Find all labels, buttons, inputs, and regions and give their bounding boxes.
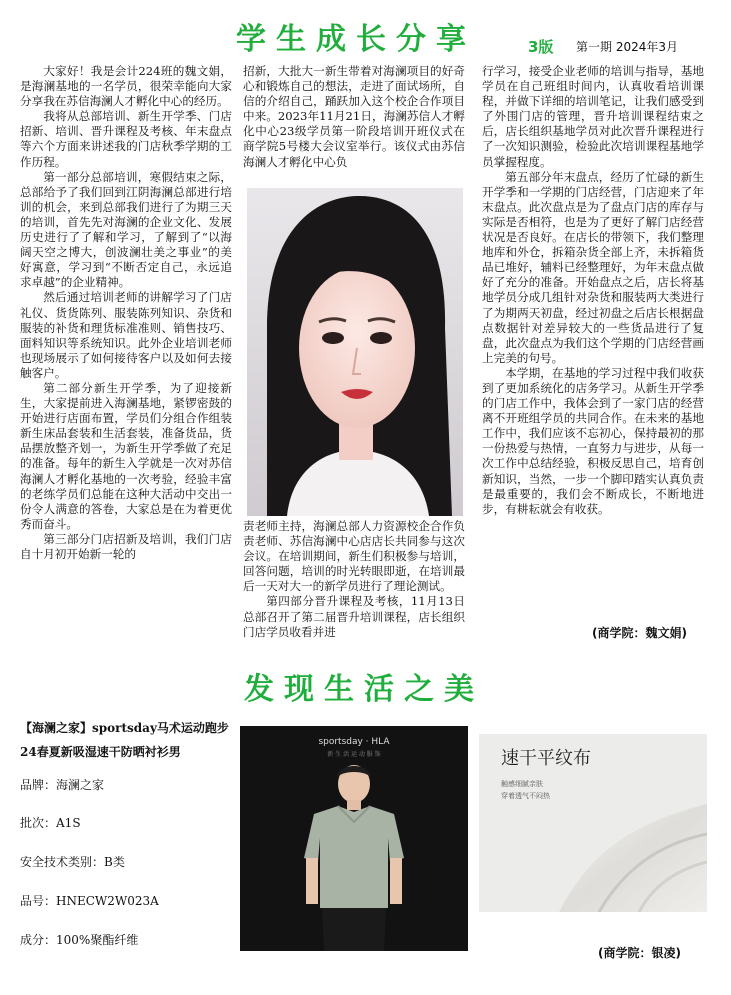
fabric-title: 速干平纹布 bbox=[501, 748, 591, 769]
spec-brand bbox=[20, 776, 104, 793]
spec-value: A1S bbox=[56, 816, 81, 830]
spec-value: 100%聚酯纤维 bbox=[56, 933, 139, 947]
shirt-tagline: 新 生 活 运 动 服 饰 bbox=[327, 751, 381, 758]
paragraph: 第三部分门店招新及培训，我们门店自十月初开始新一轮的 bbox=[20, 531, 232, 561]
paragraph: 第五部分年末盘点，经历了忙碌的新生开学季和一学期的门店经营，门店迎来了年末盘点。此次盘点是为了盘点门店的库存与实际是否相符，也是为了更好了解门店经营状况是否良好。在店长的带领下，我们整理地库和外仓，拆箱杂货全部上齐，未拆箱货品已堆好，辅料已经整理好，为年末盘点做好了充分的准备。开始盘点之后，店长将基地学员分成几组针对杂货和服装两大类进行了为期两天初盘，经过初盘之后店长根据盘点数据针对差异较大的一些货品进行了复盘，此次盘点为我们这个学期的门店经营画上完美的句号。 bbox=[482, 169, 704, 365]
spec-label: 成分： bbox=[20, 933, 57, 947]
spec-composition bbox=[20, 931, 138, 948]
shirt-logo: sportsday · HLA bbox=[318, 737, 390, 747]
article-column-3 bbox=[482, 64, 704, 517]
issue-date: 第一期 2024年3月 bbox=[576, 40, 678, 54]
paragraph: 第二部分新生开学季，为了迎接新生，大家提前进入海澜基地，紧锣密鼓的开始进行店面布置，学员们分组合作组装新生床品套装和生活套装，准备货品，货品摆放整齐划一，为新生开学季做了充足的准备。每年的新生入学就是一次对苏信海澜人才孵化基地的一次考验，经验丰富的老练学员们总能在这种大活动中交出一份令人满意的答卷，大家总是在为着更优秀而奋斗。 bbox=[20, 380, 232, 531]
paragraph: 本学期，在基地的学习过程中我们收获到了更加系统化的店务学习。从新生开学季的门店工作中，我体会到了一家门店的经营离不开班组学员的共同合作。在未来的基地工作中，我们应该不忘初心，保持最初的那一份热爱与热情，一直努力与进步，从每一次工作中总结经验，积极反思自己，培育创新知识，当然，一步一个脚印踏实认真负责是最重要的，我们会不断成长，不断地进步，有耕耘就会有收获。 bbox=[482, 365, 704, 516]
spec-value: HNECW2W023A bbox=[56, 894, 159, 908]
fabric-feature-2: 穿着透气不闷热 bbox=[501, 792, 550, 800]
page-title: 学生成长分享 bbox=[236, 22, 476, 57]
author-signature: (商学院：银凌) bbox=[598, 946, 681, 960]
spec-label: 品号： bbox=[20, 894, 57, 908]
spec-safety bbox=[20, 853, 125, 870]
paragraph: 招新，大批大一新生带着对海澜项目的好奇心和锻炼自己的想法，走进了面试场所，自信的介绍自己，踊跃加入这个校企合作项目中来。2023年11月21日，海澜苏信人才孵化中心23级学员第一阶段培训开班仪式在商学院5号楼大会议室举行。该仪式由苏信海澜人才孵化中心负 bbox=[243, 64, 465, 169]
spec-batch bbox=[20, 814, 81, 831]
product-photo bbox=[240, 726, 468, 951]
paragraph: 大家好！我是会计224班的魏文娟，是海澜基地的一名学员，很荣幸能向大家分享我在苏信海澜人才孵化中心的经历。 bbox=[20, 64, 232, 109]
article-column-2-top bbox=[243, 64, 465, 170]
paragraph: 责老师主持，海澜总部人力资源校企合作负责老师、苏信海澜中心店店长共同参与这次会议。在培训期间，新生们积极参与培训，回答问题，培训的时光转眼即逝，在培训最后一天对大一的新学员进行了理论测试。 bbox=[243, 519, 465, 594]
portrait-illustration bbox=[247, 188, 463, 516]
model-illustration bbox=[240, 726, 468, 951]
fabric-detail-image bbox=[479, 734, 707, 912]
paragraph: 然后通过培训老师的讲解学习了门店礼仪、货货陈列、服装陈列知识、杂货和服装的补货和理货标准准则、销售技巧、面料知识等系统知识。此外企业培训老师也现场展示了如何接待客户以及如何去接触客户。 bbox=[20, 290, 232, 380]
article-column-1 bbox=[20, 64, 232, 562]
spec-value: B类 bbox=[104, 855, 125, 869]
spec-label: 安全技术类别： bbox=[20, 855, 105, 869]
paragraph: 第一部分总部培训，寒假结束之际，总部给予了我们回到江阴海澜总部进行培训的机会，来到总部我们进行了为期三天的培训，首先先对海澜的企业文化、发展历史进行了了解和学习，了解到了“以海阔天空之博大，创波澜壮美之事业”的美好寓意，学习到“不断否定自己，永远追求卓越”的企业精神。 bbox=[20, 169, 232, 290]
student-portrait bbox=[247, 188, 463, 516]
spec-value: 海澜之家 bbox=[56, 778, 105, 792]
fabric-illustration bbox=[479, 734, 707, 912]
edition-label: 3版 bbox=[528, 38, 554, 56]
spec-label: 批次： bbox=[20, 816, 57, 830]
product-name: 【海澜之家】sportsday马术运动跑步24春夏新吸湿速干防晒衬衫男 bbox=[20, 721, 229, 759]
author-signature: (商学院：魏文娟) bbox=[592, 626, 687, 640]
paragraph: 行学习，接受企业老师的培训与指导，基地学员在自己班组时间内，认真收看培训课程，并做下详细的培训笔记，让我们感受到了外围门店的管理，晋升培训课程结束之后，店长组织基地学员对此次晋升课程进行了一次知识测验，检验此次培训课程基地学员掌握程度。 bbox=[482, 64, 704, 169]
spec-label: 品牌： bbox=[20, 778, 57, 792]
paragraph: 我将从总部培训、新生开学季、门店招新、培训、晋升课程及考核、年末盘点等六个方面来讲述我的门店秋季学期的工作历程。 bbox=[20, 109, 232, 169]
fabric-feature-1: 触感细腻亲肤 bbox=[501, 780, 543, 788]
spec-item-no bbox=[20, 892, 159, 909]
section-title: 发现生活之美 bbox=[244, 672, 484, 707]
paragraph: 第四部分晋升课程及考核，11月13日总部召开了第二届晋升培训课程，店长组织门店学员收看并进 bbox=[243, 594, 465, 639]
article-column-2-bottom bbox=[243, 519, 465, 640]
